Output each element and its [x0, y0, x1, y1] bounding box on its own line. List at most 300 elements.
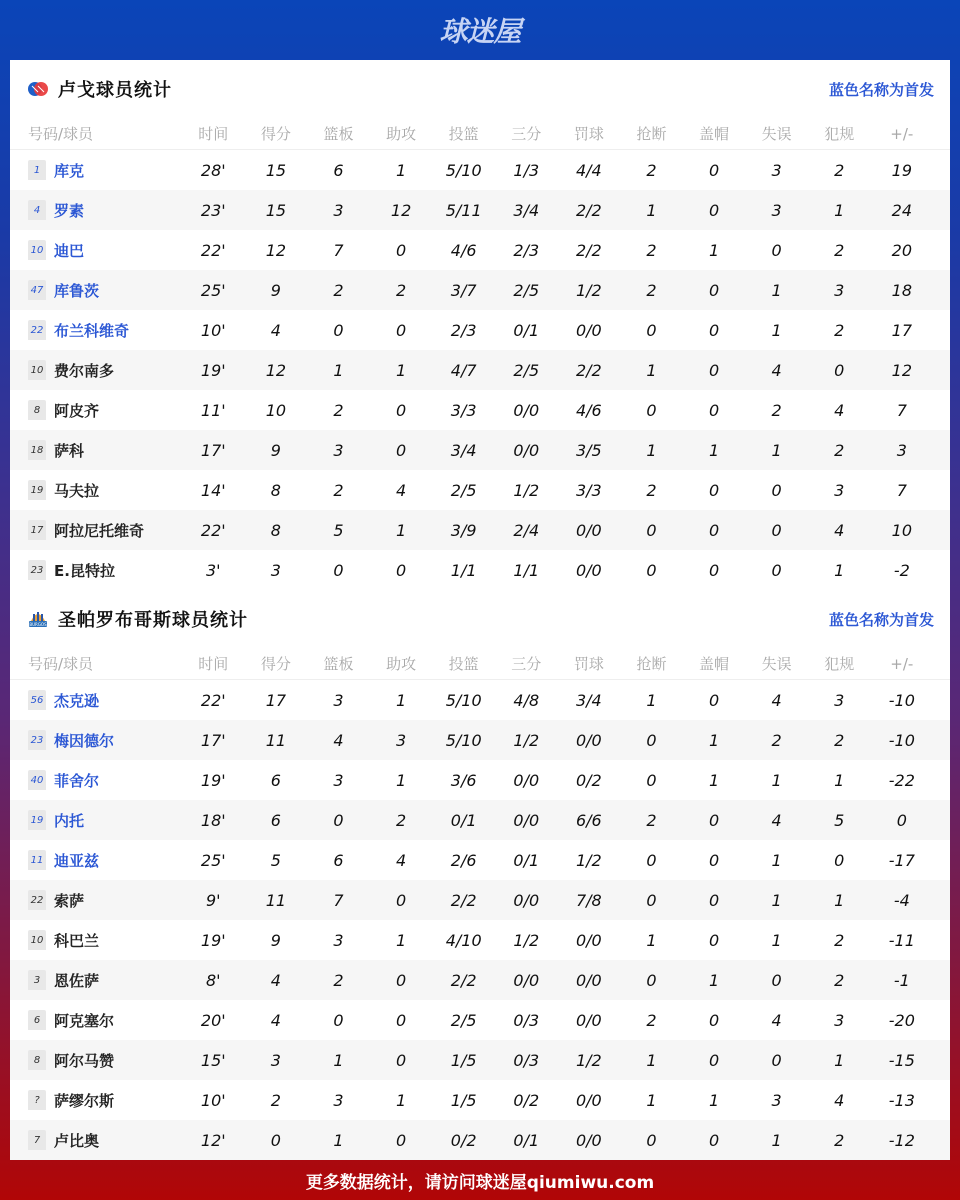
stat-cell: 8 [270, 520, 281, 540]
player-name[interactable]: 阿拉尼托维奇 [54, 521, 145, 540]
jersey-number-icon: 7 [28, 1130, 46, 1150]
team-header [10, 60, 950, 118]
stat-cell: 2 [333, 480, 344, 500]
stat-cell: 0/0 [575, 320, 602, 340]
player-name[interactable]: 库克 [54, 161, 85, 180]
column-header[interactable]: 盖帽 [699, 125, 730, 143]
team-name: 圣帕罗布哥斯球员统计 [58, 610, 248, 631]
stat-cell: 0/0 [513, 400, 540, 420]
player-name[interactable]: 科巴兰 [54, 931, 100, 950]
stat-cell: 0 [708, 520, 720, 540]
stat-cell: 0/0 [575, 730, 602, 750]
player-row[interactable] [10, 430, 950, 470]
player-row[interactable] [10, 800, 950, 840]
player-name[interactable]: 罗素 [54, 201, 85, 220]
stat-cell: 0 [708, 160, 720, 180]
stat-cell: 2 [834, 730, 845, 750]
stat-cell: 2 [646, 280, 657, 300]
column-header[interactable]: 号码/球员 [28, 125, 94, 143]
stat-cell: 3 [395, 730, 407, 750]
player-name[interactable]: 梅因德尔 [54, 731, 115, 750]
player-cell [10, 240, 182, 261]
stat-cell: 0 [708, 360, 720, 380]
stat-cell: 4 [834, 520, 845, 540]
stat-cell: 0 [646, 1130, 657, 1150]
player-name[interactable]: 库鲁茨 [54, 281, 100, 300]
column-header[interactable]: 犯规 [824, 655, 855, 673]
stat-cell: 9' [206, 890, 221, 910]
stat-cell: 20' [200, 1010, 226, 1030]
stat-cell: 1 [771, 770, 782, 790]
stat-cell: 1 [771, 930, 782, 950]
player-cell [10, 280, 182, 301]
player-cell [10, 320, 182, 341]
stat-cell: 4 [834, 400, 845, 420]
jersey-number-icon: 10 [28, 360, 46, 380]
stat-cell: -1 [893, 970, 910, 990]
column-header[interactable]: 失误 [761, 655, 792, 673]
stat-cell: 19' [200, 770, 226, 790]
stat-cell: 0 [708, 400, 720, 420]
player-name[interactable]: 内托 [54, 811, 85, 830]
stat-cell: 5/11 [445, 200, 482, 220]
stat-cell: 1/2 [575, 280, 602, 300]
stat-cell: 2/2 [450, 970, 477, 990]
jersey-number-icon: 23 [28, 730, 46, 750]
stat-cell: 20 [891, 240, 912, 260]
player-row[interactable] [10, 680, 950, 720]
stat-cell: 1 [646, 360, 657, 380]
stat-cell: 3/9 [450, 520, 477, 540]
player-row[interactable] [10, 760, 950, 800]
player-cell [10, 850, 182, 871]
stat-cell: -2 [893, 560, 910, 580]
stat-cell: 15' [200, 1050, 226, 1070]
player-cell [10, 770, 182, 791]
column-header[interactable]: 号码/球员 [28, 655, 94, 673]
jersey-number-icon: 10 [28, 240, 46, 260]
stat-cell: 5 [834, 810, 845, 830]
stat-cell: 4 [771, 1010, 782, 1030]
stat-cell: 3 [834, 280, 845, 300]
stat-cell: 0/0 [513, 440, 540, 460]
stat-cell: 2/5 [450, 1010, 477, 1030]
player-row[interactable] [10, 840, 950, 880]
stat-cell: 3 [270, 1050, 281, 1070]
stat-cell: 0 [646, 320, 657, 340]
stat-cell: 1/1 [450, 560, 477, 580]
stat-cell: 0 [395, 970, 407, 990]
stat-cell: 1 [395, 690, 407, 710]
stat-cell: 3 [333, 690, 344, 710]
player-row[interactable] [10, 390, 950, 430]
stat-cell: 0 [646, 890, 657, 910]
stat-cell: 4 [834, 1090, 845, 1110]
stat-cell: 2 [771, 400, 782, 420]
stat-cell: 0 [646, 970, 657, 990]
stat-cell: -11 [888, 930, 915, 950]
jersey-number-icon: 1 [28, 160, 46, 180]
stat-cell: 1 [395, 1090, 407, 1110]
stat-cell: 0 [646, 770, 657, 790]
player-row[interactable] [10, 190, 950, 230]
stat-cell: 2 [333, 970, 344, 990]
stat-cell: 9 [270, 440, 281, 460]
player-name[interactable]: E.昆特拉 [54, 561, 115, 580]
player-row[interactable] [10, 880, 950, 920]
stat-cell: 1 [834, 770, 845, 790]
stat-cell: 1 [708, 1090, 720, 1110]
stat-cell: 0/2 [450, 1130, 477, 1150]
stat-cell: 0/1 [450, 810, 477, 830]
stat-cell: 6 [270, 770, 281, 790]
stat-cell: 2 [333, 280, 344, 300]
stat-cell: 5/10 [445, 730, 482, 750]
stat-cell: 2/2 [575, 240, 602, 260]
stat-cell: -13 [888, 1090, 915, 1110]
stat-cell: 3' [206, 560, 221, 580]
stat-cell: 5/10 [445, 690, 482, 710]
san-pablo-burgos-team-logo-icon [26, 607, 50, 631]
stat-cell: 4 [771, 810, 782, 830]
stat-cell: 4/8 [513, 690, 540, 710]
stat-cell: 0 [395, 440, 407, 460]
stat-cell: 4 [270, 320, 281, 340]
stat-cell: 2 [834, 240, 845, 260]
stat-cell: 4/4 [575, 160, 602, 180]
stat-cell: 11 [265, 730, 287, 750]
jersey-number-icon: 40 [28, 770, 46, 790]
column-header[interactable]: 三分 [511, 655, 542, 673]
player-row[interactable] [10, 960, 950, 1000]
footer-banner[interactable] [0, 1160, 960, 1200]
stat-cell: 1/3 [513, 160, 540, 180]
team-name: 卢戈球员统计 [58, 80, 172, 101]
stat-cell: 1 [646, 1050, 657, 1070]
column-header[interactable]: 失误 [761, 125, 792, 143]
stat-cell: 2/5 [513, 280, 540, 300]
jersey-number-icon: 11 [28, 850, 46, 870]
player-cell [10, 730, 182, 751]
stat-cell: 2 [646, 160, 657, 180]
stat-cell: 3 [834, 1010, 845, 1030]
player-name[interactable]: 阿尔马赞 [54, 1051, 115, 1070]
player-cell [10, 440, 182, 461]
column-header[interactable]: +/- [890, 654, 914, 673]
stat-cell: 18' [200, 810, 226, 830]
stat-cell: 4 [771, 360, 782, 380]
stat-cell: 17 [891, 320, 912, 340]
stat-cell: 0 [646, 400, 657, 420]
column-header[interactable]: 抢断 [636, 655, 667, 673]
stat-cell: 3 [333, 440, 344, 460]
stat-cell: 0 [708, 1050, 720, 1070]
stat-cell: 1 [333, 360, 344, 380]
stat-cell: 6 [333, 160, 344, 180]
stat-cell: 7 [333, 890, 344, 910]
stat-cell: 1/2 [575, 850, 602, 870]
stat-cell: 11' [200, 400, 226, 420]
stat-cell: 3/7 [450, 280, 477, 300]
column-header[interactable]: 得分 [260, 655, 291, 673]
stat-cell: 22' [200, 690, 226, 710]
stat-cell: 0/0 [513, 810, 540, 830]
stat-cell: 22' [200, 520, 226, 540]
column-header[interactable]: 投篮 [448, 655, 479, 673]
stat-cell: 0 [646, 560, 657, 580]
column-header[interactable]: 篮板 [323, 125, 354, 143]
stat-cell: 0/0 [513, 770, 540, 790]
stat-cell: 0 [646, 850, 657, 870]
jersey-number-icon: 8 [28, 400, 46, 420]
stat-cell: 3 [333, 200, 344, 220]
player-name[interactable]: 萨缪尔斯 [54, 1091, 115, 1110]
stat-cell: 0 [395, 1050, 407, 1070]
player-row[interactable] [10, 510, 950, 550]
stat-cell: 14' [200, 480, 226, 500]
stat-cell: 15 [265, 200, 287, 220]
stat-cell: 22' [200, 240, 226, 260]
jersey-number-icon: 47 [28, 280, 46, 300]
stat-cell: 4 [333, 730, 344, 750]
team-section [10, 60, 950, 590]
stat-cell: 24 [891, 200, 912, 220]
stat-cell: 12 [390, 200, 412, 220]
brand-logo: 球迷屋 [439, 15, 521, 48]
stat-cell: 2 [834, 320, 845, 340]
stat-cell: 9 [270, 930, 281, 950]
player-cell [10, 810, 182, 831]
column-header[interactable]: 时间 [198, 125, 229, 143]
player-cell [10, 930, 182, 951]
stat-cell: 0 [708, 560, 720, 580]
stat-cell: 1/2 [513, 930, 540, 950]
player-row[interactable] [10, 230, 950, 270]
stat-cell: 19 [891, 160, 912, 180]
stat-cell: 0 [708, 850, 720, 870]
player-name[interactable]: 迪亚兹 [54, 851, 100, 870]
stat-cell: 1 [395, 930, 407, 950]
stat-cell: 2 [395, 810, 407, 830]
stat-cell: 10' [200, 320, 226, 340]
stat-cell: 1 [646, 690, 657, 710]
stat-cell: 3 [333, 770, 344, 790]
stat-cell: 8 [270, 480, 281, 500]
stat-cell: -12 [888, 1130, 915, 1150]
stat-cell: 10 [265, 400, 287, 420]
team-title [26, 606, 248, 632]
jersey-number-icon: 23 [28, 560, 46, 580]
stat-cell: 9 [270, 280, 281, 300]
stat-cell: 15 [265, 160, 287, 180]
stat-cell: 0/3 [513, 1010, 540, 1030]
stat-cell: 7/8 [575, 890, 602, 910]
stat-cell: 0 [771, 560, 782, 580]
stat-cell: 4 [270, 1010, 281, 1030]
player-row[interactable] [10, 310, 950, 350]
stat-cell: 3 [834, 690, 845, 710]
player-row[interactable] [10, 1080, 950, 1120]
lugo-team-logo-icon [26, 77, 50, 101]
stat-cell: 0 [395, 1010, 407, 1030]
stat-cell: 4 [395, 480, 407, 500]
stat-cell: 0/0 [513, 890, 540, 910]
stat-cell: 1/1 [513, 560, 540, 580]
svg-text:BURGOS: BURGOS [29, 622, 47, 627]
player-name[interactable]: 费尔南多 [54, 361, 115, 380]
stat-cell: 0 [646, 520, 657, 540]
stat-cell: 1/2 [513, 480, 540, 500]
column-header[interactable]: 抢断 [636, 125, 667, 143]
stat-cell: 12 [265, 240, 287, 260]
player-name[interactable]: 菲舍尔 [54, 771, 100, 790]
player-row[interactable] [10, 1120, 950, 1160]
stat-cell: 7 [896, 400, 907, 420]
column-header[interactable]: 助攻 [386, 655, 417, 673]
stat-cell: 1 [646, 440, 657, 460]
stat-cell: 12 [891, 360, 912, 380]
team-title [26, 76, 172, 102]
column-header[interactable]: +/- [890, 124, 914, 143]
stat-cell: 2 [834, 1130, 845, 1150]
player-name[interactable]: 阿皮齐 [54, 401, 100, 420]
stat-cell: 0 [771, 970, 782, 990]
stat-cell: 17' [200, 440, 226, 460]
jersey-number-icon: 3 [28, 970, 46, 990]
stat-cell: 2 [834, 440, 845, 460]
stat-cell: 2/3 [450, 320, 477, 340]
stat-cell: -17 [888, 850, 915, 870]
column-header[interactable]: 得分 [260, 125, 291, 143]
stat-cell: 1 [771, 440, 782, 460]
stat-cell: 0 [708, 280, 720, 300]
stat-cell: 0 [395, 240, 407, 260]
stat-cell: 0 [708, 690, 720, 710]
stat-cell: 23' [200, 200, 226, 220]
player-row[interactable] [10, 1000, 950, 1040]
player-cell [10, 560, 182, 581]
stat-cell: 6 [270, 810, 281, 830]
player-row[interactable] [10, 470, 950, 510]
stat-cell: 0 [333, 320, 344, 340]
player-name[interactable]: 恩佐萨 [54, 971, 100, 990]
stat-cell: -22 [888, 770, 915, 790]
stat-cell: 1 [771, 1130, 782, 1150]
player-cell [10, 1130, 182, 1151]
starter-legend: 蓝色名称为首发 [828, 610, 934, 629]
player-cell [10, 1010, 182, 1031]
stat-cell: 0 [708, 1010, 720, 1030]
stat-cell: 2/2 [575, 360, 602, 380]
column-header[interactable]: 盖帽 [699, 655, 730, 673]
stat-cell: 3/4 [513, 200, 540, 220]
stat-cell: 0 [395, 1130, 407, 1150]
player-row[interactable] [10, 350, 950, 390]
stat-cell: 7 [896, 480, 907, 500]
stat-cell: 3 [270, 560, 281, 580]
stat-cell: 0 [646, 730, 657, 750]
player-row[interactable] [10, 1040, 950, 1080]
stat-cell: 10 [891, 520, 912, 540]
stat-cell: 0/0 [575, 1090, 602, 1110]
column-header[interactable]: 罚球 [573, 655, 604, 673]
player-name[interactable]: 索萨 [54, 891, 85, 910]
column-header[interactable]: 助攻 [386, 125, 417, 143]
stat-cell: 18 [891, 280, 912, 300]
stat-cell: 5/10 [445, 160, 482, 180]
player-cell [10, 690, 182, 711]
stat-cell: 1 [834, 560, 845, 580]
stat-cell: 1 [708, 240, 720, 260]
player-name[interactable]: 布兰科维奇 [54, 321, 130, 340]
player-name[interactable]: 迪巴 [54, 241, 85, 260]
stat-cell: 0/0 [575, 930, 602, 950]
stat-cell: 2 [395, 280, 407, 300]
stat-cell: 3 [333, 930, 344, 950]
stat-cell: 4 [270, 970, 281, 990]
player-cell [10, 970, 182, 991]
player-name[interactable]: 萨科 [54, 441, 85, 460]
stat-cell: 3 [771, 160, 782, 180]
stat-cell: -4 [893, 890, 910, 910]
stat-cell: 2/6 [450, 850, 477, 870]
stat-cell: 17' [200, 730, 226, 750]
stat-cell: 4/10 [445, 930, 482, 950]
stat-cell: 0/0 [575, 560, 602, 580]
column-header[interactable]: 投篮 [448, 125, 479, 143]
stat-cell: 2/3 [513, 240, 540, 260]
starter-legend: 蓝色名称为首发 [828, 80, 934, 99]
column-header[interactable]: 罚球 [573, 125, 604, 143]
player-row[interactable] [10, 720, 950, 760]
stat-cell: 6 [333, 850, 344, 870]
jersey-number-icon: 8 [28, 1050, 46, 1070]
stat-cell: 2 [646, 810, 657, 830]
stat-cell: 0 [333, 1010, 344, 1030]
player-row[interactable] [10, 550, 950, 590]
stat-cell: -10 [888, 690, 915, 710]
stat-cell: 0 [333, 810, 344, 830]
stat-cell: -10 [888, 730, 915, 750]
player-row[interactable] [10, 150, 950, 190]
stat-cell: 0/1 [513, 320, 540, 340]
jersey-number-icon: 19 [28, 480, 46, 500]
stat-cell: 0/0 [513, 970, 540, 990]
stat-cell: -20 [888, 1010, 915, 1030]
stat-cell: -15 [888, 1050, 915, 1070]
column-header[interactable]: 时间 [198, 655, 229, 673]
stat-cell: 4 [395, 850, 407, 870]
stat-cell: 0 [708, 320, 720, 340]
player-name[interactable]: 杰克逊 [54, 691, 100, 710]
stat-cell: 2 [834, 970, 845, 990]
player-cell [10, 480, 182, 501]
stat-cell: 3/3 [575, 480, 602, 500]
column-header[interactable]: 篮板 [323, 655, 354, 673]
stat-cell: 6/6 [575, 810, 602, 830]
player-name[interactable]: 马夫拉 [54, 481, 100, 500]
stat-cell: 1/5 [450, 1050, 477, 1070]
stat-cell: 1 [708, 770, 720, 790]
column-header[interactable]: 三分 [511, 125, 542, 143]
player-row[interactable] [10, 270, 950, 310]
stat-cell: 0 [333, 560, 344, 580]
player-name[interactable]: 阿克塞尔 [54, 1011, 115, 1030]
player-row[interactable] [10, 920, 950, 960]
stat-cell: 2 [834, 160, 845, 180]
column-header[interactable]: 犯规 [824, 125, 855, 143]
player-name[interactable]: 卢比奥 [54, 1131, 100, 1150]
